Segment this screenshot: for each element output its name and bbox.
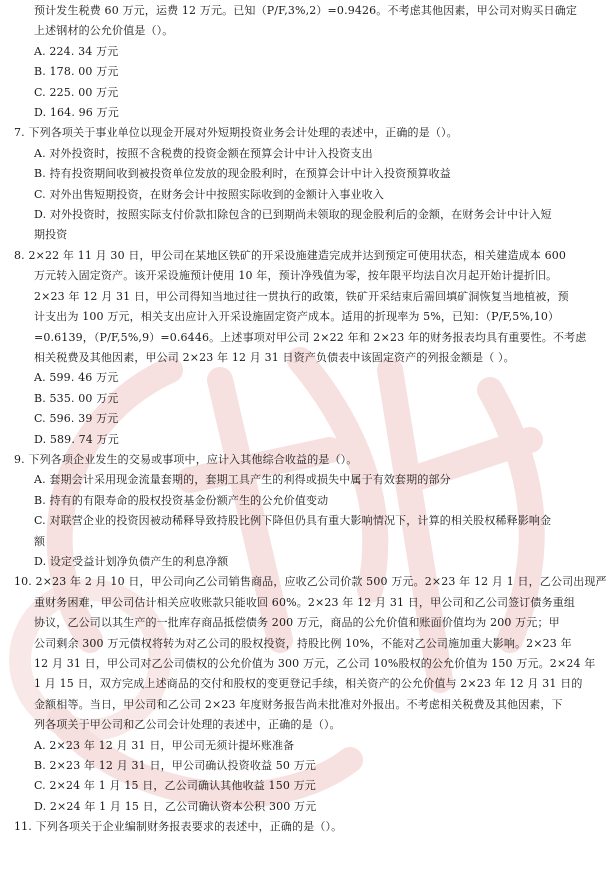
question-text-line: 列各项关于甲公司和乙公司会计处理的表述中，正确的是（）。 <box>34 718 341 732</box>
question-text-line: 重财务困难，甲公司估计相关应收账款只能收回 60%。2×23 年 12 月 31 日，甲公司和乙公司签订债务重组 <box>34 595 576 609</box>
answer-option-line: B. 持有投资期间收到被投资单位发放的现金股利时，在预算会计中计入投资预算收益 <box>34 167 451 181</box>
answer-option-line: A. 599. 46 万元 <box>34 371 119 385</box>
answer-option-line: C. 对联营企业的投资因被动稀释导致持股比例下降但仍具有重大影响情况下，计算的相关股权稀释影响金 <box>34 514 552 528</box>
question-text-line: 公司剩余 300 万元债权将转为对乙公司的股权投资，持股比例 10%，不能对乙公司施加重大影响。2×23 年 <box>34 636 572 650</box>
answer-option-line: A. 224. 34 万元 <box>34 44 119 58</box>
answer-option-line: B. 持有的有限寿命的股权投资基金份额产生的公允价值变动 <box>34 493 329 507</box>
question-text-line: 预计发生税费 60 万元，运费 12 万元。已知（P/F,3%,2）=0.9426。不考虑其他因素，甲公司对购买日确定 <box>34 4 578 17</box>
answer-option-line: C. 596. 39 万元 <box>34 412 119 426</box>
answer-option-line: 额 <box>34 534 46 548</box>
answer-option-line: A. 2×23 年 12 月 31 日，甲公司无须计提坏账准备 <box>34 738 295 752</box>
question-text-line: 2×23 年 12 月 31 日，甲公司得知当地过往一贯执行的政策，铁矿开采结束后需回填矿洞恢复当地植被，预 <box>34 289 569 303</box>
answer-option-line: D. 对外投资时，按照实际支付价款扣除包含的已到期尚未领取的现金股利后的金额，在财务会计中计入短 <box>34 208 552 222</box>
question-text-line: 计支出为 100 万元，相关支出应计入开采设施固定资产成本。适用的折现率为 5%，已知：（P/F,5%,10） <box>34 310 560 324</box>
question-start-line: 8. 2×22 年 11 月 30 日，甲公司在某地区铁矿的开采设施建造完成并达到预定可使用状态，相关建造成本 600 <box>14 248 567 262</box>
question-text-line: 万元转入固定资产。该开采设施预计使用 10 年，预计净残值为零，按年限平均法自次月起开始计提折旧。 <box>34 269 558 283</box>
answer-option-line: C. 2×24 年 1 月 15 日，乙公司确认其他收益 150 万元 <box>34 779 316 793</box>
question-text-line: 1 月 15 日，双方完成上述商品的交付和股权的变更登记手续，相关资产的公允价值与 2×23 年 12 月 31 日的 <box>34 677 583 691</box>
question-text-line: 12 月 31 日，甲公司对乙公司债权的公允价值为 300 万元，乙公司 10%股权的公允价值为 150 万元。2×24 年 <box>34 657 596 670</box>
answer-option-line: A. 套期会计采用现金流量套期的，套期工具产生的利得或损失中属于有效套期的部分 <box>34 473 451 487</box>
question-text-line: =0.6139，（P/F,5%,9）=0.6446。上述事项对甲公司 2×22 年和 2×23 年的财务报表均具有重要性。不考虑 <box>34 330 587 344</box>
answer-option-line: D. 2×24 年 1 月 15 日，乙公司确认资本公积 300 万元 <box>34 799 317 813</box>
answer-option-line: C. 225. 00 万元 <box>34 85 119 99</box>
question-start-line: 7. 下列各项关于事业单位以现金开展对外短期投资业务会计处理的表述中，正确的是（）。 <box>14 126 458 140</box>
question-text-line: 协议，乙公司以其生产的一批库存商品抵偿债务 200 万元，商品的公允价值和账面价值均为 200 万元；甲 <box>34 616 560 630</box>
answer-option-line: A. 对外投资时，按照不含税费的投资金额在预算会计中计入投资支出 <box>34 146 373 160</box>
answer-option-line: D. 设定受益计划净负债产生的利息净额 <box>34 554 229 568</box>
question-start-line: 11. 下列各项关于企业编制财务报表要求的表述中，正确的是（）。 <box>14 820 343 834</box>
answer-option-line: B. 2×23 年 12 月 31 日，甲公司确认投资收益 50 万元 <box>34 759 317 773</box>
answer-option-line: B. 178. 00 万元 <box>34 65 119 79</box>
question-text-line: 相关税费及其他因素，甲公司 2×23 年 12 月 31 日资产负债表中该固定资产的列报金额是（ ）。 <box>34 350 515 364</box>
answer-option-line: 期投资 <box>34 228 68 242</box>
answer-option-line: C. 对外出售短期投资，在财务会计中按照实际收到的金额计入事业收入 <box>34 187 384 201</box>
question-text-line: 上述钢材的公允价值是（）。 <box>34 24 174 38</box>
question-text-line: 金额相等。当日，甲公司和乙公司 2×23 年度财务报告尚未批准对外报出。不考虑相关税费及其他因素，下 <box>34 697 563 711</box>
answer-option-line: B. 535. 00 万元 <box>34 391 119 405</box>
question-start-line: 10. 2×23 年 2 月 10 日，甲公司向乙公司销售商品，应收乙公司价款 500 万元。2×23 年 12 月 1 日，乙公司出现严 <box>14 575 607 589</box>
question-start-line: 9. 下列各项企业发生的交易或事项中，应计入其他综合收益的是（）。 <box>14 452 358 466</box>
answer-option-line: D. 164. 96 万元 <box>34 106 119 120</box>
answer-option-line: D. 589. 74 万元 <box>34 432 119 446</box>
